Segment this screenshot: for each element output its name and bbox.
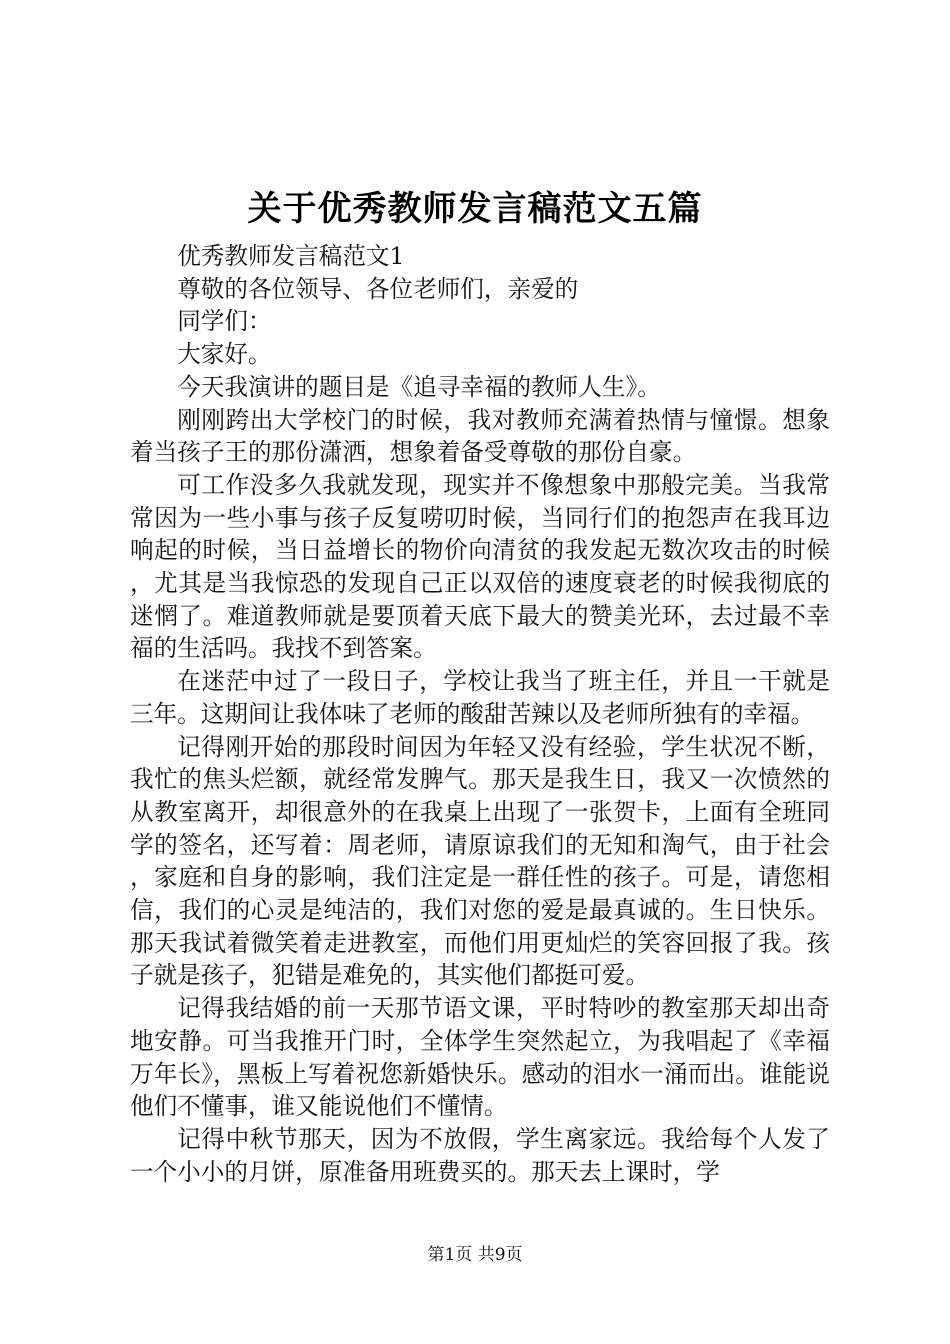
document-body	[130, 240, 830, 1188]
paragraph: 记得中秋节那天，因为不放假，学生离家远。我给每个人发了一个小小的月饼，原准备用班费买的。那天去上课时，学	[130, 1124, 830, 1186]
page-number-footer: 第1页 共9页	[427, 1245, 523, 1265]
paragraph-heading: 优秀教师发言稿范文1	[177, 242, 405, 270]
paragraph: 记得刚开始的那段时间因为年轻又没有经验，学生状况不断，我忙的焦头烂额，就经常发脾气。那天是我生日，我又一次愤然的从教室离开，却很意外的在我桌上出现了一张贺卡，上面有全班同学的签名，还写着：周老师，请原谅我们的无知和淘气，由于社会，家庭和自身的影响，我们注定是一群任性的孩子。可是，请您相信，我们的心灵是纯洁的，我们对您的爱是最真诚的。生日快乐。那天我试着微笑着走进教室，而他们用更灿烂的笑容回报了我。孩子就是孩子，犯错是难免的，其实他们都挺可爱。	[130, 732, 830, 990]
paragraph-salutation-cont: 同学们：	[177, 307, 272, 336]
paragraph: 在迷茫中过了一段日子，学校让我当了班主任，并且一干就是三年。这期间让我体味了老师的酸甜苦辣以及老师所独有的幸福。	[130, 667, 830, 728]
paragraph: 记得我结婚的前一天那节语文课，平时特吵的教室那天却出奇地安静。可当我推开门时，全体学生突然起立，为我唱起了《幸福万年长》，黑板上写着祝您新婚快乐。感动的泪水一涌而出。谁能说他们不懂事，谁又能说他们不懂情。	[130, 994, 830, 1121]
document-title: 关于优秀教师发言稿范文五篇	[247, 189, 703, 229]
paragraph-salutation: 尊敬的各位领导、各位老师们，亲爱的	[177, 274, 579, 303]
paragraph-greeting: 大家好。	[177, 340, 272, 369]
paragraph-topic: 今天我演讲的题目是《追寻幸福的教师人生》。	[177, 372, 661, 401]
paragraph: 刚刚跨出大学校门的时候，我对教师充满着热情与憧憬。想象着当孩子王的那份潇洒，想象着备受尊敬的那份自豪。	[130, 405, 830, 467]
paragraph: 可工作没多久我就发现，现实并不像想象中那般完美。当我常常因为一些小事与孩子反复唠叨时候，当同行们的抱怨声在我耳边响起的时候，当日益增长的物价向清贫的我发起无数次攻击的时候，尤其是当我惊恐的发现自己正以双倍的速度衰老的时候我彻底的迷惘了。难道教师就是要顶着天底下最大的赞美光环，去过最不幸福的生活吗。我找不到答案。	[130, 470, 830, 663]
